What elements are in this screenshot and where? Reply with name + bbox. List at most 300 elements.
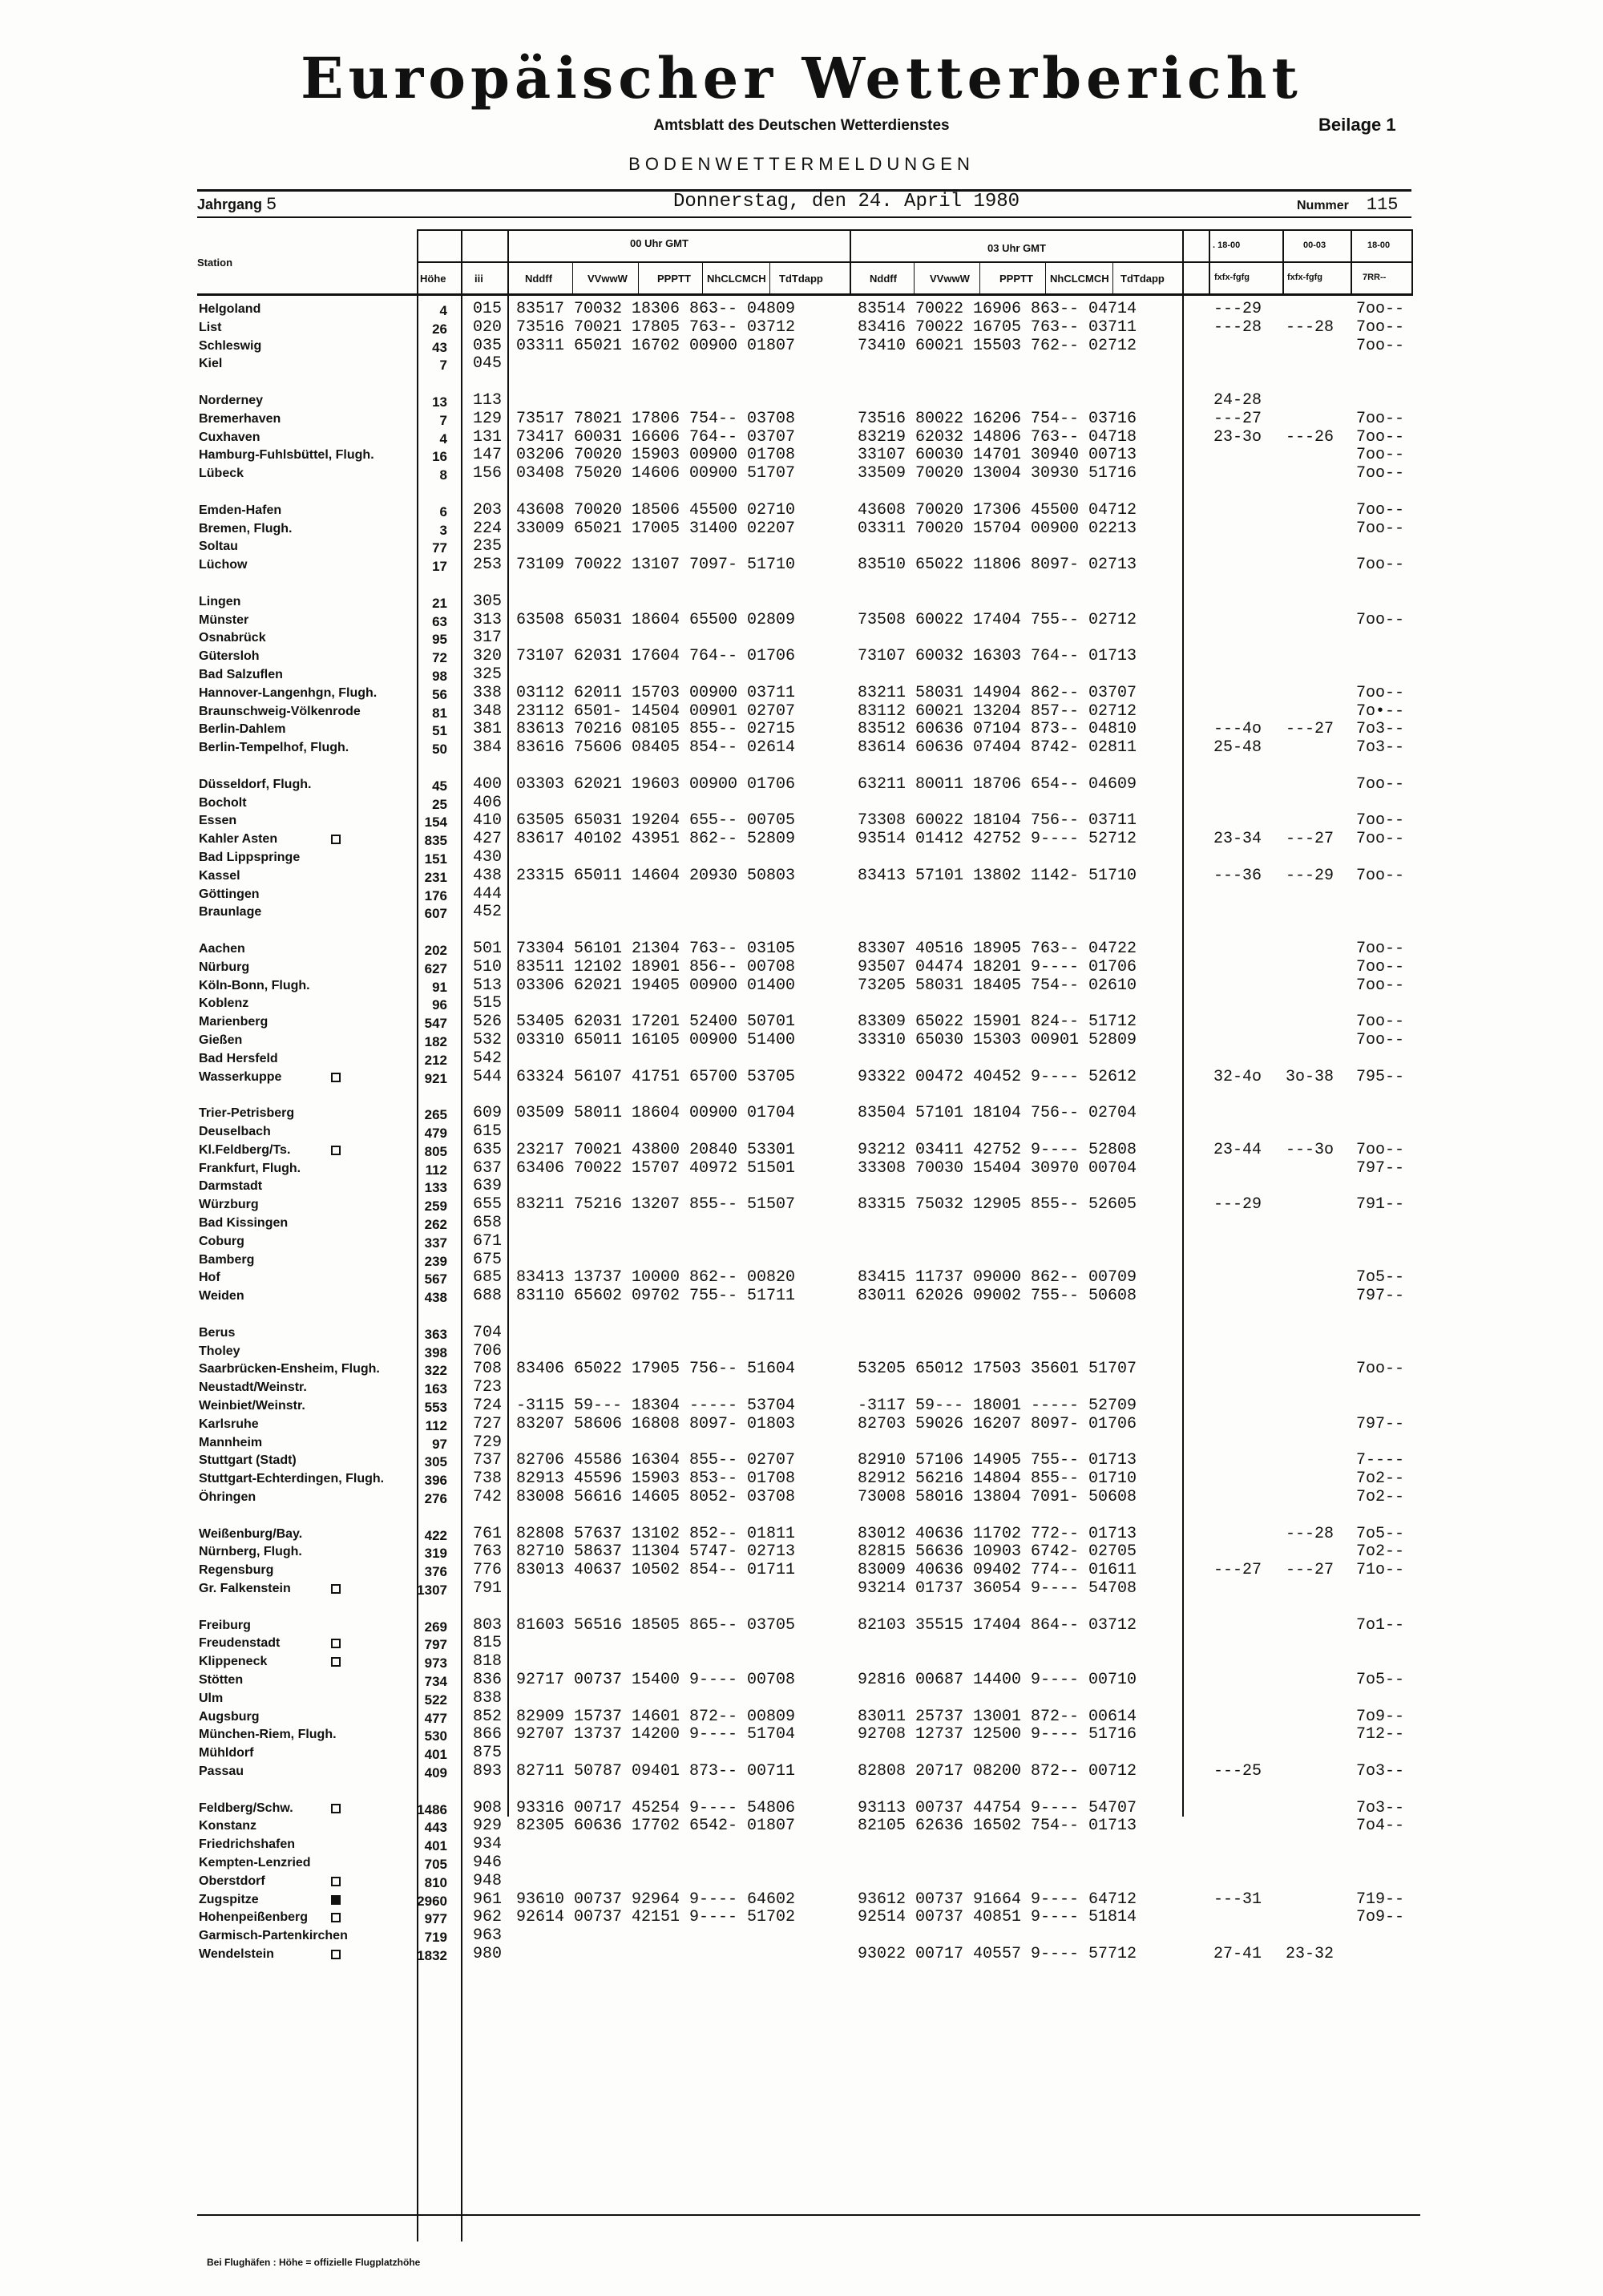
- col-00-clouds: NhCLCMCH: [707, 273, 766, 285]
- station-iii: 742: [473, 1488, 503, 1506]
- col-r2-bot: fxfx-fgfg: [1287, 273, 1322, 282]
- obs-03: 82103 35515 17404 864-- 03712: [858, 1616, 1137, 1635]
- obs-00: 83110 65602 09702 755-- 51711: [516, 1287, 796, 1305]
- obs-03: 43608 70020 17306 45500 04712: [858, 501, 1137, 519]
- precip-18-00: 7oo--: [1356, 1360, 1405, 1378]
- precip-18-00: 7oo--: [1356, 446, 1405, 464]
- obs-00: 93610 00737 92964 9---- 64602: [516, 1890, 796, 1909]
- station-name: Ulm: [199, 1692, 224, 1705]
- gust-00-03: 3o-38: [1286, 1068, 1334, 1086]
- sub-col-a4: [769, 261, 770, 296]
- gust-00-03: 23-32: [1286, 1945, 1334, 1963]
- station-iii: 526: [473, 1013, 503, 1031]
- station-iii: 815: [473, 1634, 503, 1652]
- obs-03: 83416 70022 16705 763-- 03711: [858, 318, 1137, 337]
- station-name: Frankfurt, Flugh.: [199, 1162, 301, 1175]
- station-height: 265: [424, 1107, 447, 1122]
- station-iii: 542: [473, 1049, 503, 1068]
- station-name: Freiburg: [199, 1619, 251, 1632]
- station-iii: 704: [473, 1324, 503, 1342]
- station-iii: 452: [473, 903, 503, 921]
- obs-03: 83219 62032 14806 763-- 04718: [858, 428, 1137, 447]
- col-line-5: [1182, 229, 1184, 1817]
- obs-00: 83617 40102 43951 862-- 52809: [516, 830, 796, 848]
- precip-18-00: 7oo--: [1356, 428, 1405, 447]
- station-iii: 410: [473, 811, 503, 830]
- precip-18-00: 7oo--: [1356, 775, 1405, 794]
- station-height: 547: [424, 1016, 447, 1031]
- gust-00-03: ---28: [1286, 318, 1334, 337]
- station-name: Norderney: [199, 394, 264, 407]
- station-height: 26: [432, 321, 447, 337]
- table-rule-top: [417, 229, 1413, 231]
- obs-00: 53405 62031 17201 52400 50701: [516, 1013, 796, 1031]
- station-iii: 444: [473, 885, 503, 903]
- station-height: 973: [424, 1655, 447, 1671]
- station-iii: 235: [473, 537, 503, 556]
- station-height: 522: [424, 1692, 447, 1708]
- station-height: 443: [424, 1820, 447, 1835]
- obs-03: 93212 03411 42752 9---- 52808: [858, 1141, 1137, 1159]
- station-name: Bad Hersfeld: [199, 1052, 278, 1065]
- gust-18-00: ---27: [1213, 410, 1262, 428]
- station-height: 43: [432, 340, 447, 355]
- precip-18-00: 7oo--: [1356, 811, 1405, 830]
- station-name: Freudenstadt: [199, 1636, 281, 1650]
- gust-18-00: ---36: [1213, 867, 1262, 885]
- col-00-ppptt: PPPTT: [657, 273, 691, 285]
- obs-00: 03306 62021 19405 00900 01400: [516, 976, 796, 995]
- col-station: Station: [197, 257, 233, 269]
- station-iii: 908: [473, 1799, 503, 1817]
- obs-00: 82808 57637 13102 852-- 01811: [516, 1525, 796, 1543]
- station-name: Emden-Hafen: [199, 503, 282, 517]
- station-iii: 685: [473, 1268, 503, 1287]
- station-name: Kl.Feldberg/Ts.: [199, 1143, 291, 1157]
- precip-18-00: 7----: [1356, 1451, 1405, 1469]
- bottom-rule: [197, 2214, 1420, 2216]
- station-iii: 035: [473, 337, 503, 355]
- station-name: Stötten: [199, 1673, 244, 1687]
- col-line-7: [1282, 229, 1284, 296]
- station-iii: 727: [473, 1415, 503, 1433]
- obs-00: 73516 70021 17805 763-- 03712: [516, 318, 796, 337]
- station-name: Stuttgart-Echterdingen, Flugh.: [199, 1472, 385, 1486]
- obs-03: 82105 62636 16502 754-- 01713: [858, 1817, 1137, 1835]
- gust-18-00: ---25: [1213, 1762, 1262, 1781]
- obs-00: 73109 70022 13107 7097- 51710: [516, 556, 796, 574]
- station-height: 96: [432, 997, 447, 1013]
- precip-18-00: 7oo--: [1356, 976, 1405, 995]
- obs-03: 83514 70022 16906 863-- 04714: [858, 300, 1137, 318]
- gust-18-00: ---4o: [1213, 720, 1262, 738]
- station-iii: 384: [473, 738, 503, 757]
- station-iii: 129: [473, 410, 503, 428]
- open-square-icon: [331, 1950, 341, 1959]
- precip-18-00: 7oo--: [1356, 1031, 1405, 1049]
- station-height: 51: [432, 723, 447, 738]
- station-iii: 893: [473, 1762, 503, 1781]
- obs-03: 83504 57101 18104 756-- 02704: [858, 1104, 1137, 1122]
- open-square-icon: [331, 1073, 341, 1082]
- col-hoehe: Höhe: [420, 273, 446, 285]
- station-name: Regensburg: [199, 1563, 274, 1577]
- gust-00-03: ---26: [1286, 428, 1334, 447]
- station-iii: 515: [473, 994, 503, 1013]
- station-height: 8: [439, 467, 447, 483]
- col-r1-bot: fxfx-fgfg: [1214, 273, 1250, 282]
- sub-col-b3: [1045, 261, 1046, 296]
- gust-00-03: ---29: [1286, 867, 1334, 885]
- precip-18-00: 7o5--: [1356, 1268, 1405, 1287]
- nummer-value: 115: [1366, 195, 1399, 215]
- section-heading: BODENWETTERMELDUNGEN: [628, 154, 975, 174]
- obs-03: 83309 65022 15901 824-- 51712: [858, 1013, 1137, 1031]
- station-height: 154: [424, 815, 447, 830]
- obs-03: 63211 80011 18706 654-- 04609: [858, 775, 1137, 794]
- open-square-icon: [331, 1804, 341, 1813]
- obs-03: 93514 01412 42752 9---- 52712: [858, 830, 1137, 848]
- obs-03: 83011 62026 09002 755-- 50608: [858, 1287, 1137, 1305]
- sub-col-b4: [1112, 261, 1113, 296]
- obs-03: 73508 60022 17404 755-- 02712: [858, 611, 1137, 629]
- obs-00: 43608 70020 18506 45500 02710: [516, 501, 796, 519]
- precip-18-00: 791--: [1356, 1195, 1405, 1214]
- footnote: Bei Flughäfen : Höhe = offizielle Flugplatzhöhe: [207, 2257, 421, 2268]
- station-iii: 430: [473, 848, 503, 867]
- station-name: Augsburg: [199, 1710, 260, 1724]
- obs-00: 92717 00737 15400 9---- 00708: [516, 1671, 796, 1689]
- obs-03: 93612 00737 91664 9---- 64712: [858, 1890, 1137, 1909]
- station-height: 921: [424, 1071, 447, 1086]
- open-square-icon: [331, 1584, 341, 1594]
- station-height: 176: [424, 888, 447, 903]
- gust-00-03: ---28: [1286, 1525, 1334, 1543]
- precip-18-00: 7o9--: [1356, 1908, 1405, 1926]
- col-r3-top: 18-00: [1367, 241, 1391, 250]
- col-line-9: [1411, 229, 1413, 296]
- obs-00: 03408 75020 14606 00900 51707: [516, 464, 796, 483]
- station-name: Zugspitze: [199, 1893, 259, 1906]
- station-height: 6: [439, 504, 447, 519]
- station-iii: 156: [473, 464, 503, 483]
- station-name: Nürnberg, Flugh.: [199, 1545, 302, 1558]
- station-name: Bad Salzuflen: [199, 668, 283, 681]
- col-00-dewpoint: TdTdapp: [779, 273, 823, 285]
- station-name: Wasserkuppe: [199, 1070, 282, 1084]
- station-height: 163: [424, 1381, 447, 1397]
- station-height: 805: [424, 1144, 447, 1159]
- obs-00: 82913 45596 15903 853-- 01708: [516, 1469, 796, 1488]
- nummer: [1297, 195, 1399, 215]
- precip-18-00: 7oo--: [1356, 337, 1405, 355]
- station-height: 231: [424, 870, 447, 885]
- station-name: Oberstdorf: [199, 1874, 265, 1888]
- gust-00-03: ---27: [1286, 720, 1334, 738]
- precip-18-00: 7oo--: [1356, 464, 1405, 483]
- station-height: 401: [424, 1747, 447, 1762]
- col-line-2: [461, 229, 462, 2241]
- sub-col-b2: [979, 261, 980, 296]
- station-iii: 203: [473, 501, 503, 519]
- station-name: Lingen: [199, 595, 241, 608]
- station-iii: 962: [473, 1908, 503, 1926]
- station-name: Stuttgart (Stadt): [199, 1453, 297, 1467]
- station-name: Darmstadt: [199, 1179, 263, 1193]
- obs-03: 33310 65030 15303 00901 52809: [858, 1031, 1137, 1049]
- station-name: Öhringen: [199, 1490, 256, 1504]
- station-name: Braunlage: [199, 905, 262, 919]
- col-00-vvwww: VVwwW: [587, 273, 628, 285]
- precip-18-00: 7oo--: [1356, 611, 1405, 629]
- station-height: 7: [439, 358, 447, 373]
- station-name: Kassel: [199, 869, 240, 883]
- col-line-4: [850, 229, 851, 296]
- station-height: 977: [424, 1911, 447, 1926]
- station-iii: 147: [473, 446, 503, 464]
- station-height: 734: [424, 1674, 447, 1689]
- station-iii: 639: [473, 1177, 503, 1195]
- precip-18-00: 7o2--: [1356, 1542, 1405, 1561]
- precip-18-00: 7o3--: [1356, 1762, 1405, 1781]
- obs-00: 92614 00737 42151 9---- 51702: [516, 1908, 796, 1926]
- jahrgang: [197, 195, 277, 215]
- station-height: 422: [424, 1528, 447, 1543]
- station-height: 322: [424, 1363, 447, 1378]
- obs-00: 23315 65011 14604 20930 50803: [516, 867, 796, 885]
- obs-00: 03310 65011 16105 00900 51400: [516, 1031, 796, 1049]
- station-name: Bremerhaven: [199, 412, 281, 426]
- gust-18-00: ---29: [1213, 1195, 1262, 1214]
- col-line-8: [1351, 229, 1352, 296]
- col-group-03: 03 Uhr GMT: [987, 242, 1046, 254]
- obs-03: 73410 60021 15503 762-- 02712: [858, 337, 1137, 355]
- obs-03: 83307 40516 18905 763-- 04722: [858, 940, 1137, 958]
- station-name: Karlsruhe: [199, 1417, 259, 1431]
- station-height: 112: [425, 1418, 447, 1433]
- sub-col-a1: [572, 261, 573, 296]
- station-height: 1832: [417, 1948, 447, 1963]
- station-height: 202: [424, 943, 447, 958]
- obs-03: 33107 60030 14701 30940 00713: [858, 446, 1137, 464]
- precip-18-00: 7o9--: [1356, 1708, 1405, 1726]
- station-name: Marienberg: [199, 1015, 269, 1029]
- obs-03: 82910 57106 14905 755-- 01713: [858, 1451, 1137, 1469]
- station-iii: 348: [473, 702, 503, 721]
- obs-00: 82711 50787 09401 873-- 00711: [516, 1762, 796, 1781]
- obs-00: 82909 15737 14601 872-- 00809: [516, 1708, 796, 1726]
- station-iii: 313: [473, 611, 503, 629]
- station-iii: 675: [473, 1251, 503, 1269]
- precip-18-00: 7oo--: [1356, 830, 1405, 848]
- station-height: 4: [439, 303, 447, 318]
- obs-00: 33009 65021 17005 31400 02207: [516, 519, 796, 538]
- station-iii: 513: [473, 976, 503, 995]
- station-height: 438: [424, 1290, 447, 1305]
- obs-03: 93322 00472 40452 9---- 52612: [858, 1068, 1137, 1086]
- station-height: 810: [424, 1875, 447, 1890]
- col-r2-top: 00-03: [1303, 241, 1326, 250]
- station-iii: 224: [473, 519, 503, 538]
- station-iii: 609: [473, 1104, 503, 1122]
- station-iii: 131: [473, 428, 503, 447]
- gust-18-00: 32-4o: [1213, 1068, 1262, 1086]
- obs-00: 63505 65031 19204 655-- 00705: [516, 811, 796, 830]
- col-03-ppptt: PPPTT: [999, 273, 1033, 285]
- precip-18-00: 7o2--: [1356, 1488, 1405, 1506]
- obs-00: 83008 56616 14605 8052- 03708: [516, 1488, 796, 1506]
- obs-00: 73417 60031 16606 764-- 03707: [516, 428, 796, 447]
- station-iii: 866: [473, 1725, 503, 1744]
- station-height: 63: [432, 614, 447, 629]
- col-03-vvwww: VVwwW: [930, 273, 970, 285]
- precip-18-00: 7oo--: [1356, 958, 1405, 976]
- station-height: 376: [424, 1564, 447, 1579]
- obs-03: 83112 60021 13204 857-- 02712: [858, 702, 1137, 721]
- col-line-3: [507, 229, 509, 1817]
- station-height: 112: [425, 1162, 447, 1178]
- station-height: 262: [424, 1217, 447, 1232]
- precip-18-00: 71o--: [1356, 1561, 1405, 1579]
- station-name: Konstanz: [199, 1819, 256, 1833]
- station-height: 627: [424, 961, 447, 976]
- obs-00: 03303 62021 19603 00900 01706: [516, 775, 796, 794]
- station-iii: 934: [473, 1835, 503, 1853]
- station-name: Hof: [199, 1271, 220, 1284]
- gust-18-00: ---27: [1213, 1561, 1262, 1579]
- station-height: 56: [432, 687, 447, 702]
- station-height: 239: [424, 1254, 447, 1269]
- obs-03: 83614 60636 07404 8742- 02811: [858, 738, 1137, 757]
- station-name: Braunschweig-Völkenrode: [199, 705, 361, 718]
- station-height: 409: [424, 1765, 447, 1781]
- open-square-icon: [331, 835, 341, 844]
- station-iii: 729: [473, 1433, 503, 1452]
- precip-18-00: 7oo--: [1356, 556, 1405, 574]
- obs-03: 83315 75032 12905 855-- 52605: [858, 1195, 1137, 1214]
- nummer-label: Nummer: [1297, 199, 1349, 212]
- obs-00: 83207 58606 16808 8097- 01803: [516, 1415, 796, 1433]
- col-iii: iii: [474, 273, 483, 285]
- station-height: 553: [424, 1400, 447, 1415]
- station-name: Essen: [199, 814, 237, 827]
- gust-00-03: ---27: [1286, 830, 1334, 848]
- precip-18-00: 7o5--: [1356, 1671, 1405, 1689]
- precip-18-00: 7o3--: [1356, 1799, 1405, 1817]
- obs-00: 83511 12102 18901 856-- 00708: [516, 958, 796, 976]
- station-iii: 688: [473, 1287, 503, 1305]
- obs-03: 83011 25737 13001 872-- 00614: [858, 1708, 1137, 1726]
- station-iii: 980: [473, 1945, 503, 1963]
- obs-03: 83413 57101 13802 1142- 51710: [858, 867, 1137, 885]
- station-name: Helgoland: [199, 302, 261, 316]
- station-height: 705: [424, 1857, 447, 1872]
- station-name: München-Riem, Flugh.: [199, 1728, 337, 1741]
- station-height: 530: [424, 1728, 447, 1744]
- station-name: Saarbrücken-Ensheim, Flugh.: [199, 1362, 380, 1376]
- station-name: Würzburg: [199, 1198, 259, 1211]
- col-r1-top: . 18-00: [1213, 241, 1241, 250]
- obs-03: 93214 01737 36054 9---- 54708: [858, 1579, 1137, 1598]
- obs-00: 83616 75606 08405 854-- 02614: [516, 738, 796, 757]
- station-height: 3: [439, 523, 447, 538]
- station-height: 97: [432, 1437, 447, 1452]
- obs-03: 03311 70020 15704 00900 02213: [858, 519, 1137, 538]
- station-name: Cuxhaven: [199, 430, 260, 444]
- station-iii: 791: [473, 1579, 503, 1598]
- precip-18-00: 7oo--: [1356, 1141, 1405, 1159]
- precip-18-00: 7oo--: [1356, 318, 1405, 337]
- obs-00: 81603 56516 18505 865-- 03705: [516, 1616, 796, 1635]
- station-height: 133: [424, 1180, 447, 1195]
- station-iii: 761: [473, 1525, 503, 1543]
- station-iii: 635: [473, 1141, 503, 1159]
- obs-00: 93316 00717 45254 9---- 54806: [516, 1799, 796, 1817]
- obs-03: 92816 00687 14400 9---- 00710: [858, 1671, 1137, 1689]
- station-name: Bad Lippspringe: [199, 851, 301, 864]
- station-height: 398: [424, 1345, 447, 1360]
- obs-03: 83211 58031 14904 862-- 03707: [858, 684, 1137, 702]
- station-height: 479: [424, 1126, 447, 1141]
- obs-03: 73516 80022 16206 754-- 03716: [858, 410, 1137, 428]
- station-height: 45: [432, 778, 447, 794]
- station-iii: 738: [473, 1469, 503, 1488]
- station-iii: 637: [473, 1159, 503, 1178]
- sub-col-b1: [914, 261, 915, 296]
- station-iii: 020: [473, 318, 503, 337]
- station-name: Bocholt: [199, 796, 247, 810]
- station-name: Neustadt/Weinstr.: [199, 1380, 307, 1394]
- obs-00: 23217 70021 43800 20840 53301: [516, 1141, 796, 1159]
- station-iii: 852: [473, 1708, 503, 1726]
- station-name: Lüchow: [199, 558, 248, 572]
- station-iii: 305: [473, 592, 503, 611]
- station-name: Aachen: [199, 942, 245, 956]
- obs-03: 73008 58016 13804 7091- 50608: [858, 1488, 1137, 1506]
- station-height: 1486: [417, 1802, 447, 1817]
- station-height: 259: [424, 1199, 447, 1214]
- gust-18-00: 23-34: [1213, 830, 1262, 848]
- station-name: Garmisch-Partenkirchen: [199, 1929, 348, 1942]
- precip-18-00: 7o•--: [1356, 702, 1405, 721]
- col-r3-bot: 7RR--: [1363, 273, 1387, 282]
- station-name: Gr. Falkenstein: [199, 1582, 291, 1595]
- report-subtitle: Amtsblatt des Deutschen Wetterdienstes: [653, 117, 950, 134]
- precip-18-00: 7o5--: [1356, 1525, 1405, 1543]
- station-height: 77: [432, 540, 447, 556]
- station-name: Bamberg: [199, 1253, 255, 1267]
- gust-18-00: 25-48: [1213, 738, 1262, 757]
- table-rule-mid: [417, 261, 1413, 263]
- station-iii: 438: [473, 867, 503, 885]
- sub-col-a2: [638, 261, 639, 296]
- obs-03: 83009 40636 09402 774-- 01611: [858, 1561, 1137, 1579]
- station-iii: 723: [473, 1378, 503, 1397]
- station-iii: 708: [473, 1360, 503, 1378]
- precip-18-00: 7oo--: [1356, 410, 1405, 428]
- station-height: 363: [424, 1327, 447, 1342]
- col-00-nddff: Nddff: [525, 273, 552, 285]
- station-iii: 946: [473, 1853, 503, 1872]
- obs-00: 83406 65022 17905 756-- 51604: [516, 1360, 796, 1378]
- station-iii: 963: [473, 1926, 503, 1945]
- station-height: 319: [424, 1546, 447, 1561]
- station-height: 151: [424, 851, 447, 867]
- precip-18-00: 7o3--: [1356, 738, 1405, 757]
- col-03-clouds: NhCLCMCH: [1050, 273, 1109, 285]
- obs-00: 82305 60636 17702 6542- 01807: [516, 1817, 796, 1835]
- precip-18-00: 7oo--: [1356, 501, 1405, 519]
